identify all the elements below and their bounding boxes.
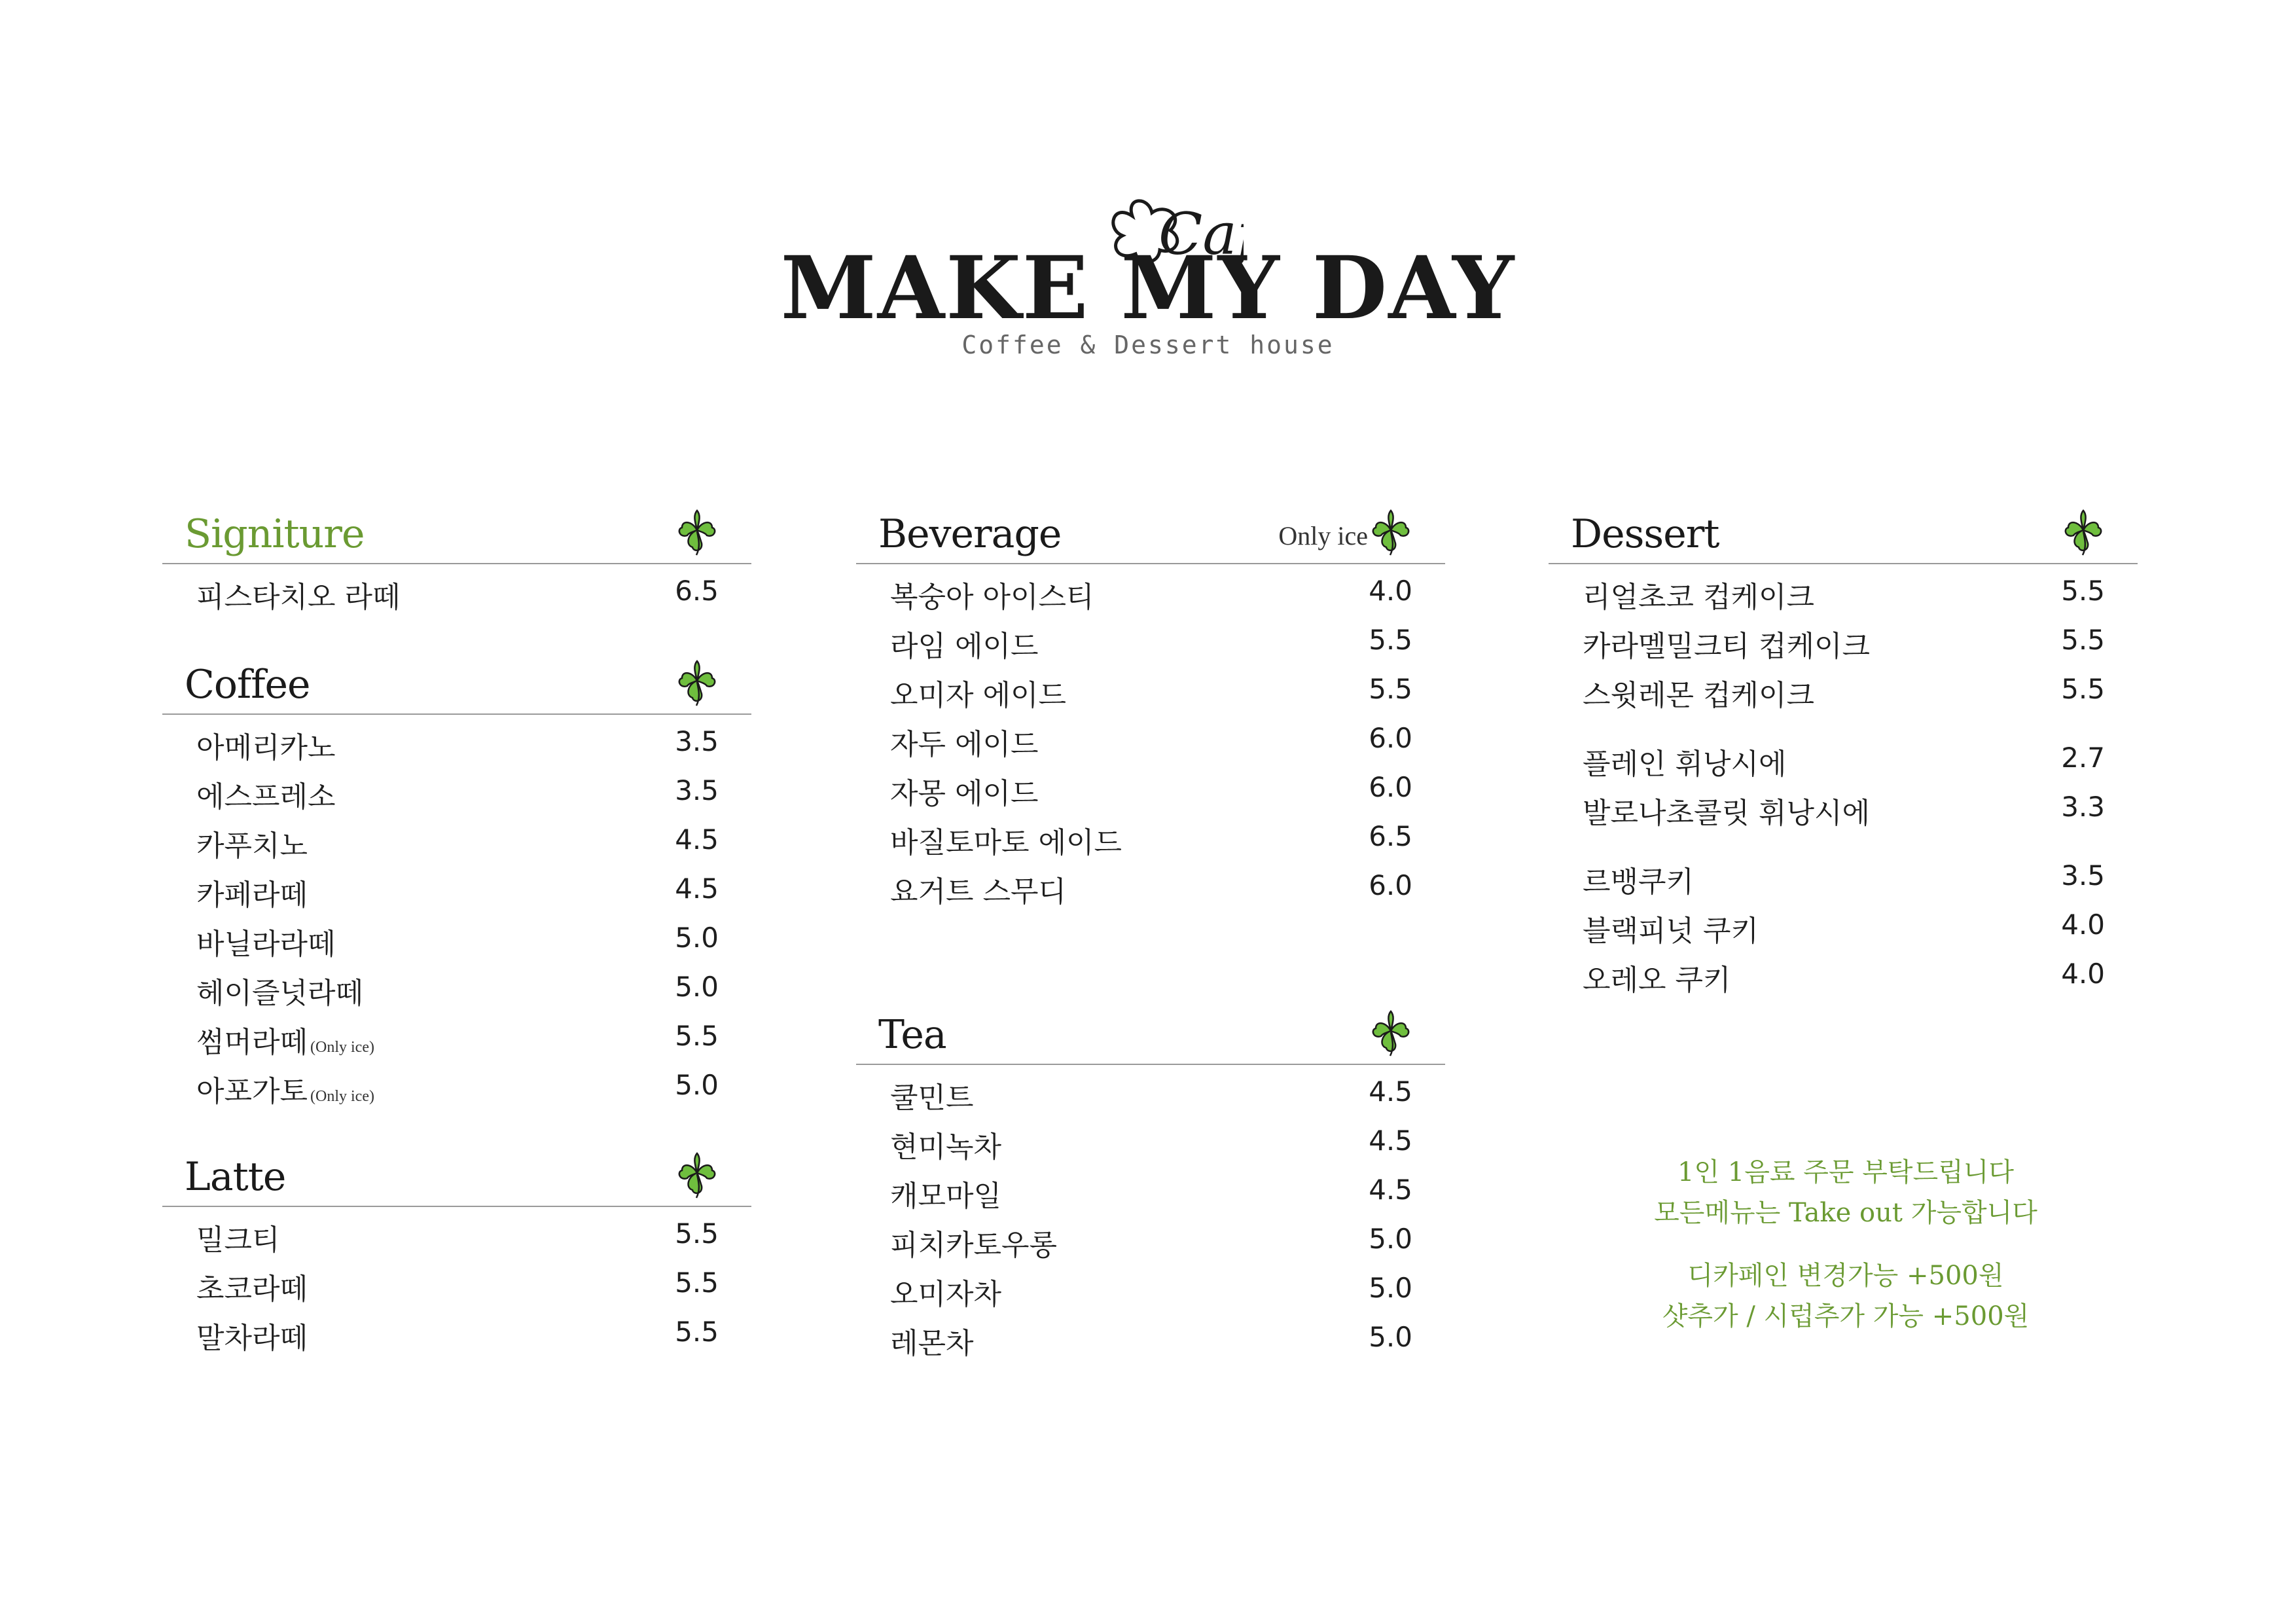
- menu-item: [1549, 564, 2138, 613]
- menu-item-label: 스윗레몬 컵케이크: [1583, 679, 1815, 712]
- menu-item-name: [196, 1019, 374, 1060]
- section-header: [162, 1147, 751, 1207]
- menu-item-name: [890, 1271, 1001, 1312]
- menu-item-name: [196, 573, 401, 615]
- group-gap: [1549, 712, 2138, 731]
- menu-list: [162, 715, 751, 1108]
- menu-item-price: 6.5: [675, 575, 719, 607]
- clover-icon-svg: [1368, 507, 1414, 556]
- menu-item-name: [1583, 573, 1814, 615]
- menu-item: [1549, 662, 2138, 712]
- menu-item-label: 썸머라떼: [196, 1026, 308, 1059]
- menu-item-label: 피스타치오 라떼: [196, 581, 401, 614]
- menu-item-label: 오레오 쿠키: [1583, 964, 1731, 997]
- menu-item-name: [890, 770, 1039, 812]
- menu-item: [856, 712, 1445, 761]
- menu-list: [162, 1207, 751, 1354]
- clover-icon: [674, 1149, 720, 1199]
- menu-item-name: [890, 1221, 1057, 1263]
- menu-item-label: 현미녹차: [890, 1130, 1002, 1164]
- menu-item-name: [1583, 907, 1759, 949]
- clover-icon-svg: [2060, 507, 2106, 556]
- section-title: Signiture: [185, 511, 365, 557]
- menu-list: [162, 564, 751, 613]
- menu-item-name: [890, 623, 1039, 664]
- menu-item: [856, 1065, 1445, 1114]
- menu-item-name: [890, 868, 1066, 910]
- clover-icon: [1368, 507, 1414, 556]
- menu-item-label: 리얼초코 컵케이크: [1583, 581, 1815, 614]
- menu-item-label: 밀크티: [196, 1223, 280, 1257]
- menu-item-price: 5.5: [1369, 624, 1412, 656]
- menu-item: [856, 1310, 1445, 1360]
- section-header: [856, 504, 1445, 564]
- note-line: 1인 1음료 주문 부탁드립니다: [1677, 1157, 2015, 1187]
- menu-item: [1549, 731, 2138, 780]
- note-line: 샷추가 / 시럽추가 가능 +500원: [1662, 1301, 2030, 1331]
- menu-item-price: 5.5: [675, 1267, 719, 1299]
- section-title: Tea: [878, 1012, 946, 1058]
- menu-item: [856, 662, 1445, 712]
- menu-item: [856, 1114, 1445, 1163]
- menu-item: [856, 859, 1445, 908]
- menu-item: [1549, 947, 2138, 996]
- menu-item-name: [890, 1320, 974, 1362]
- menu-item-name: [890, 721, 1039, 763]
- menu-item-label: 카라멜밀크티 컵케이크: [1583, 630, 1871, 663]
- section-title: Beverage: [878, 511, 1062, 557]
- note-spacer: [1558, 1233, 2134, 1255]
- menu-item: [856, 613, 1445, 662]
- clover-icon: [2060, 507, 2106, 556]
- menu-item-name: [1583, 858, 1694, 900]
- menu-item-price: 5.0: [675, 922, 719, 954]
- clover-icon: [1368, 1007, 1414, 1057]
- menu-item-price: 4.5: [1369, 1125, 1412, 1157]
- menu-item-label: 바닐라라떼: [196, 928, 336, 961]
- menu-item-label: 바질토마토 에이드: [890, 826, 1122, 859]
- menu-item-name: [890, 573, 1094, 615]
- menu-item: [1549, 849, 2138, 898]
- menu-item-price: 5.5: [2061, 624, 2105, 656]
- menu-item-label: 아포가토: [196, 1075, 308, 1108]
- menu-item-price: 3.5: [2061, 859, 2105, 892]
- menu-item-label: 자몽 에이드: [890, 777, 1039, 810]
- menu-item: [856, 1261, 1445, 1310]
- menu-item-name: [1583, 672, 1814, 713]
- menu-item-price: 5.0: [1369, 1272, 1412, 1304]
- menu-item-price: 5.5: [2061, 575, 2105, 607]
- menu-item-name: [890, 1123, 1001, 1165]
- menu-item: [162, 813, 751, 862]
- menu-item-price: 4.0: [2061, 958, 2105, 990]
- clover-icon-svg: [674, 1149, 720, 1199]
- group-gap: [1549, 829, 2138, 849]
- ordering-notes: [1558, 1152, 2134, 1337]
- menu-item-label: 캐모마일: [890, 1180, 1002, 1213]
- menu-item-price: 4.0: [2061, 909, 2105, 941]
- section-title: Coffee: [185, 662, 310, 708]
- section-tea: [856, 1005, 1445, 1360]
- menu-item-name: [196, 920, 336, 962]
- menu-item: [162, 764, 751, 813]
- menu-item-name: [196, 871, 308, 913]
- menu-item-price: 5.0: [675, 1069, 719, 1101]
- clover-icon-svg: [1368, 1007, 1414, 1057]
- menu-item-price: 5.0: [1369, 1223, 1412, 1255]
- menu-item-name: [890, 672, 1066, 713]
- clover-icon: [674, 657, 720, 707]
- menu-item-label: 아메리카노: [196, 731, 336, 765]
- clover-icon-svg: [674, 657, 720, 707]
- menu-item-name: [1583, 740, 1787, 782]
- menu-item-name: [196, 1314, 308, 1356]
- menu-item: [162, 862, 751, 911]
- menu-item-name: [196, 822, 308, 864]
- menu-item-label: 오미자 에이드: [890, 679, 1067, 712]
- section-beverage: [856, 504, 1445, 908]
- menu-item-name: [1583, 956, 1731, 998]
- menu-item-price: 5.5: [675, 1218, 719, 1250]
- menu-item-price: 6.0: [1369, 869, 1412, 901]
- menu-item: [856, 564, 1445, 613]
- menu-item-label: 헤이즐넛라떼: [196, 977, 364, 1010]
- menu-list: [856, 1065, 1445, 1360]
- section-coffee: [162, 655, 751, 1108]
- menu-item-label: 자두 에이드: [890, 728, 1039, 761]
- menu-item-price: 5.0: [1369, 1321, 1412, 1353]
- menu-item-label: 오미자차: [890, 1278, 1002, 1311]
- menu-item: [856, 810, 1445, 859]
- menu-item-name: [890, 1074, 974, 1116]
- menu-item-name: [196, 1265, 308, 1307]
- menu-item-price: 5.5: [1369, 673, 1412, 705]
- menu-item-label: 라임 에이드: [890, 630, 1039, 663]
- menu-item-price: 4.5: [1369, 1075, 1412, 1108]
- menu-item-note: (Only ice): [310, 1039, 374, 1056]
- menu-item: [162, 1009, 751, 1058]
- menu-item-label: 르뱅쿠키: [1583, 865, 1695, 899]
- menu-item-price: 5.5: [2061, 673, 2105, 705]
- menu-item-price: 2.7: [2061, 742, 2105, 774]
- menu-item-name: [890, 819, 1122, 861]
- cafe-subtitle: Coffee & Dessert house: [961, 331, 1335, 359]
- note-line: 디카페인 변경가능 +500원: [1687, 1261, 2004, 1291]
- menu-item-price: 3.5: [675, 774, 719, 806]
- menu-item: [162, 1058, 751, 1108]
- clover-icon-svg: [674, 507, 720, 556]
- menu-item-name: [890, 1172, 1001, 1214]
- menu-item-label: 카페라떼: [196, 878, 308, 912]
- menu-item-label: 말차라떼: [196, 1322, 308, 1355]
- menu-item-name: [196, 773, 336, 815]
- menu-item-label: 요거트 스무디: [890, 875, 1067, 909]
- menu-item: [162, 960, 751, 1009]
- menu-item-label: 카푸치노: [196, 829, 308, 863]
- section-header: [856, 1005, 1445, 1065]
- menu-item-price: 5.5: [675, 1316, 719, 1348]
- menu-item-name: [196, 724, 336, 766]
- menu-item-name: [196, 969, 363, 1011]
- section-signature: [162, 504, 751, 613]
- menu-item-label: 레몬차: [890, 1327, 974, 1360]
- section-dessert: [1549, 504, 2138, 996]
- menu-item-price: 6.0: [1369, 722, 1412, 754]
- section-header: [162, 655, 751, 715]
- menu-list: [1549, 564, 2138, 996]
- menu-item-note: (Only ice): [310, 1088, 374, 1105]
- menu-item: [162, 1256, 751, 1305]
- menu-item-name: [196, 1216, 280, 1258]
- menu-item-price: 3.5: [675, 725, 719, 757]
- menu-item: [1549, 898, 2138, 947]
- menu-item: [856, 761, 1445, 810]
- menu-item-label: 복숭아 아이스티: [890, 581, 1094, 614]
- section-title: Latte: [185, 1154, 286, 1200]
- section-title: Dessert: [1571, 511, 1719, 557]
- menu-list: [856, 564, 1445, 908]
- menu-item: [1549, 613, 2138, 662]
- menu-item-price: 5.5: [675, 1020, 719, 1052]
- menu-item: [162, 564, 751, 613]
- menu-item-label: 블랙피넛 쿠키: [1583, 914, 1759, 948]
- section-header: [162, 504, 751, 564]
- note-line: 모든메뉴는 Take out 가능합니다: [1654, 1198, 2037, 1228]
- menu-item: [162, 1305, 751, 1354]
- menu-item-price: 4.0: [1369, 575, 1412, 607]
- menu-item: [856, 1163, 1445, 1212]
- menu-item-name: [1583, 789, 1870, 831]
- clover-icon: [674, 507, 720, 556]
- menu-item: [162, 911, 751, 960]
- menu-item-price: 4.5: [675, 873, 719, 905]
- menu-item-price: 6.5: [1369, 820, 1412, 852]
- menu-item-label: 에스프레소: [196, 780, 336, 814]
- menu-item-label: 쿨민트: [890, 1081, 974, 1115]
- section-latte: [162, 1147, 751, 1354]
- menu-item-price: 5.0: [675, 971, 719, 1003]
- menu-item-price: 3.3: [2061, 791, 2105, 823]
- cafe-name: MAKE MY DAY: [780, 238, 1516, 339]
- menu-item-label: 플레인 휘낭시에: [1583, 748, 1787, 781]
- cafe-script-text: Ca: [1158, 200, 1237, 268]
- menu-item-label: 발로나초콜릿 휘낭시에: [1583, 797, 1871, 830]
- menu-item-price: 6.0: [1369, 771, 1412, 803]
- menu-item-name: [196, 1068, 374, 1110]
- section-note: Only ice: [1278, 521, 1368, 550]
- menu-item-price: 4.5: [675, 823, 719, 856]
- menu-item-label: 피치카토우롱: [890, 1229, 1058, 1262]
- menu-item: [162, 715, 751, 764]
- menu-item: [162, 1207, 751, 1256]
- menu-item-label: 초코라떼: [196, 1272, 308, 1306]
- section-header: [1549, 504, 2138, 564]
- menu-item-price: 4.5: [1369, 1174, 1412, 1206]
- menu-item-name: [1583, 623, 1870, 664]
- menu-item: [856, 1212, 1445, 1261]
- menu-item: [1549, 780, 2138, 829]
